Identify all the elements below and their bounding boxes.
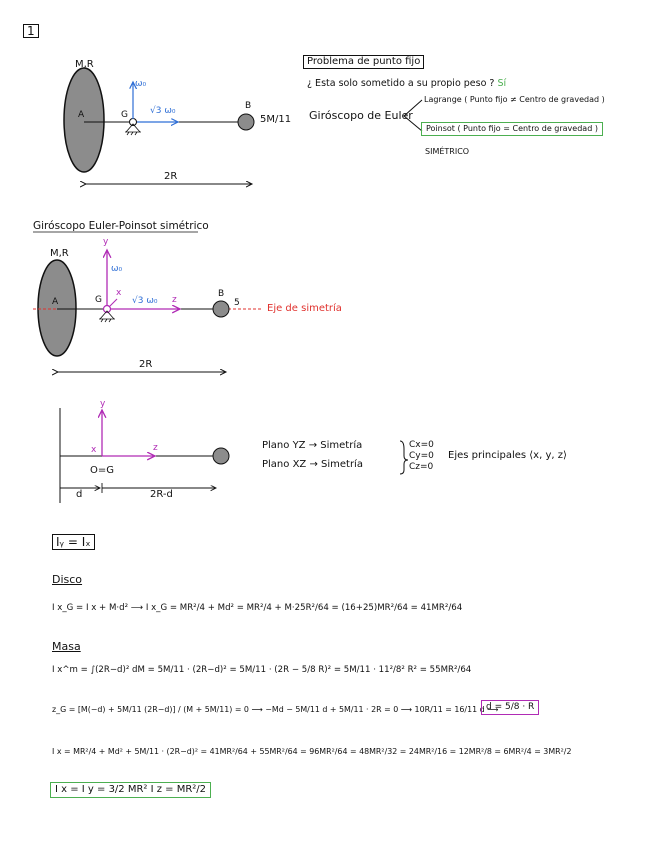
ix-equation: I x = MR²/4 + Md² + 5M/11 · (2R−d)² = 41MR²/64 + 55MR²/64 = 96MR²/64 = 48MR²/32 = 24MR²/16 = 12MR²/8 = 6MR²/4 = 3MR²/2 xyxy=(52,747,572,756)
symmetry-axis-label: Eje de simetría xyxy=(267,303,342,314)
fig1-point-g: G xyxy=(121,110,128,120)
fig3-axis-y: y xyxy=(100,399,106,409)
masa-heading: Masa xyxy=(52,640,81,653)
page-number: 1 xyxy=(23,24,39,38)
problem-question xyxy=(307,79,506,89)
fig1-mass-b: 5M/11 xyxy=(260,114,292,125)
iy-equals-ix: Iᵧ = Iₓ xyxy=(52,534,95,550)
fig2-length: 2R xyxy=(139,359,153,370)
fig3-c2: Cy=0 xyxy=(409,451,434,461)
fig2-axis-z: z xyxy=(172,295,177,305)
fig3-c3: Cz=0 xyxy=(409,462,434,472)
fig2-mass-b: 5 xyxy=(234,298,240,308)
fig2-point-a: A xyxy=(52,297,59,307)
final-result: I x = I y = 3/2 MR² I z = MR²/2 xyxy=(50,782,211,798)
fig1-omega-right: √3 ω₀ xyxy=(150,106,176,116)
masa-equation: I x^m = ∫(2R−d)² dM = 5M/11 · (2R−d)² = 5M/11 · (2R − 5/8 R)² = 5M/11 · 11²/8² R² = 55MR²/64 xyxy=(52,665,472,675)
problem-title: Problema de punto fijo xyxy=(303,55,424,69)
fig2-omega-up: ω₀ xyxy=(111,264,123,274)
d-result: d = 5/8 · R xyxy=(481,700,539,715)
fig3-c1: Cx=0 xyxy=(409,440,434,450)
disco-equation: I x_G = I x + M·d² ⟶ I x_G = MR²/4 + Md² = MR²/4 + M·25R²/64 = (16+25)MR²/64 = 41MR²/64 xyxy=(52,603,463,613)
fig2-axis-y: y xyxy=(103,237,109,247)
mass-3 xyxy=(213,448,229,464)
fig3-axis-z: z xyxy=(153,443,158,453)
fig2-omega-right: √3 ω₀ xyxy=(132,296,158,306)
planes-brace xyxy=(400,441,408,474)
fig1-point-a: A xyxy=(78,110,85,120)
fig3-origin: O=G xyxy=(90,465,114,476)
mass-b-1 xyxy=(238,114,254,130)
option-lagrange: Lagrange ( Punto fijo ≠ Centro de gravedad ) xyxy=(424,95,605,104)
fig3-axis-x: x xyxy=(91,445,97,455)
symmetric-label: SIMÉTRICO xyxy=(425,147,470,156)
fig3-d: d xyxy=(76,489,83,500)
problem-answer: Sí xyxy=(497,78,507,89)
fig2-point-b: B xyxy=(218,289,225,299)
fig2-mass-label: M,R xyxy=(50,248,69,259)
fig2-point-g: G xyxy=(95,295,102,305)
fig2-axis-x: x xyxy=(116,288,122,298)
fig1-length: 2R xyxy=(164,171,178,182)
section2-title: Giróscopo Euler-Poinsot simétrico xyxy=(33,220,209,232)
x-axis-arrow-2 xyxy=(109,299,117,307)
fig3-principal: Ejes principales ⟨x, y, z⟩ xyxy=(448,450,567,461)
fig3-plane1: Plano YZ → Simetría xyxy=(262,440,363,451)
fig1-omega-up: ω₀ xyxy=(135,79,147,89)
disk-2 xyxy=(38,260,76,356)
fig1-mass-label: M,R xyxy=(75,59,94,70)
mass-b-2 xyxy=(213,301,229,317)
problem-question-text: ¿ Esta solo sometido a su propio peso ? xyxy=(307,78,495,89)
option-poinsot: Poinsot ( Punto fijo = Centro de gravedad ) xyxy=(421,122,603,136)
disco-heading: Disco xyxy=(52,573,83,586)
disk-1 xyxy=(64,68,104,172)
fig1-point-b: B xyxy=(245,101,252,111)
zg-equation: z_G = [M(−d) + 5M/11 (2R−d)] / (M + 5M/11) = 0 ⟶ −Md − 5M/11 d + 5M/11 · 2R = 0 ⟶ 10R/11 = 16/11 d ⟶ xyxy=(52,705,499,714)
fig3-rest: 2R-d xyxy=(150,489,173,500)
fig3-plane2: Plano XZ → Simetría xyxy=(262,459,363,470)
gyro-label: Giróscopo de Euler xyxy=(309,109,413,122)
